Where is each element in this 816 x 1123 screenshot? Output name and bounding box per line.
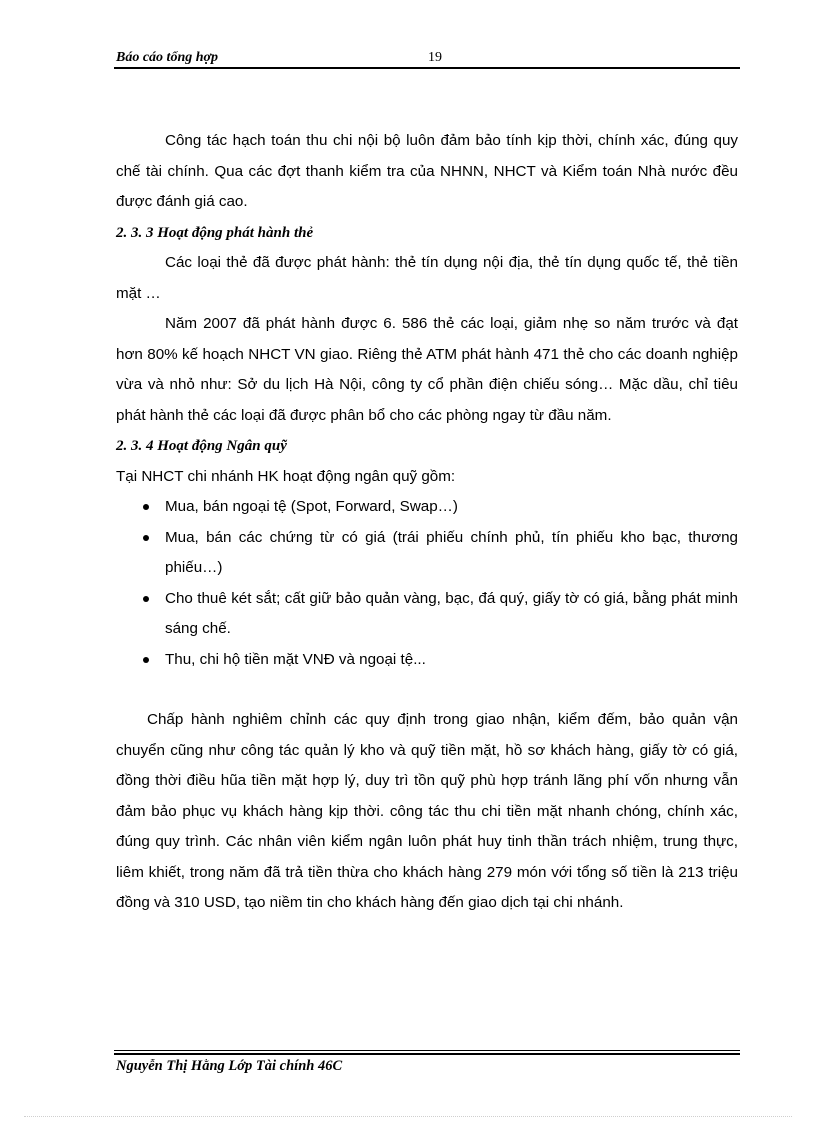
- header-title: Báo cáo tổng hợp: [116, 50, 219, 65]
- paragraph-accounting: Công tác hạch toán thu chi nội bộ luôn đảm bảo tính kịp thời, chính xác, đúng quy chế tài chính. Qua các đợt thanh kiểm tra của NHNN, NHCT và Kiểm toán Nhà nước đều được đánh giá cao.: [116, 132, 738, 210]
- page-body: [116, 126, 738, 919]
- page-number: 19: [428, 50, 442, 65]
- list-item: [116, 523, 738, 584]
- heading-card-issuance: 2. 3. 3 Hoạt động phát hành thẻ: [116, 224, 314, 241]
- list-item-text: Thu, chi hộ tiền mặt VNĐ và ngoại tệ...: [165, 650, 426, 668]
- paragraph-card-2007: Năm 2007 đã phát hành được 6. 586 thẻ các loại, giảm nhẹ so năm trước và đạt hơn 80% kế hoạch NHCT VN giao. Riêng thẻ ATM phát hành 471 thẻ cho các doanh nghiệp vừa và nhỏ như: Sở du lịch Hà Nội, công ty cổ phần điện chiếu sóng… Mặc dầu, chỉ tiêu phát hành thẻ các loại đã được phân bổ cho các phòng ngay từ đầu năm.: [116, 315, 738, 424]
- treasury-list: [116, 492, 738, 675]
- list-item: [116, 584, 738, 645]
- heading-treasury: 2. 3. 4 Hoạt động Ngân quỹ: [116, 438, 287, 454]
- bullet-icon: [143, 504, 149, 510]
- spacer: [116, 675, 738, 705]
- paragraph-cash-handling: Chấp hành nghiêm chỉnh các quy định trong giao nhận, kiểm đếm, bảo quản vận chuyển cũng như công tác quản lý kho và quỹ tiền mặt, hồ sơ khách hàng, giấy tờ có giá, đồng thời điều hũa tiền mặt hợp lý, duy trì tồn quỹ phù hợp tránh lãng phí vốn nhưng vẫn đảm bảo phục vụ khách hàng kịp thời. công tác thu chi tiền mặt nhanh chóng, chính xác, đúng quy trình. Các nhân viên kiểm ngân luôn phát huy tinh thần trách nhiệm, trung thực, liêm khiết, trong năm đã trả tiền thừa cho khách hàng 279 món với tổng số tiền là 213 triệu đồng và 310 USD, tạo niềm tin cho khách hàng đến giao dịch tại chi nhánh.: [116, 711, 738, 911]
- footer-rule-thin: [114, 1050, 740, 1051]
- list-item: [116, 492, 738, 523]
- list-item-text: Mua, bán các chứng từ có giá (trái phiếu chính phủ, tín phiếu kho bạc, thương phiếu…): [165, 528, 738, 576]
- list-item-text: Mua, bán ngoại tệ (Spot, Forward, Swap…): [165, 498, 458, 515]
- list-item: [116, 645, 738, 676]
- footer-author: Nguyễn Thị Hằng Lớp Tài chính 46C: [116, 1058, 343, 1074]
- page-edge-dotted-line: [24, 1116, 792, 1117]
- paragraph-treasury-intro: Tại NHCT chi nhánh HK hoạt động ngân quỹ gồm:: [116, 467, 456, 485]
- bullet-icon: [143, 657, 149, 663]
- bullet-icon: [143, 596, 149, 602]
- footer-rule-thick: [114, 1053, 740, 1055]
- header-rule: [114, 67, 740, 69]
- bullet-icon: [143, 535, 149, 541]
- list-item-text: Cho thuê két sắt; cất giữ bảo quản vàng, bạc, đá quý, giấy tờ có giá, bằng phát minh sáng chế.: [165, 589, 738, 637]
- paragraph-card-types: Các loại thẻ đã được phát hành: thẻ tín dụng nội địa, thẻ tín dụng quốc tế, thẻ tiền mặt …: [116, 254, 738, 302]
